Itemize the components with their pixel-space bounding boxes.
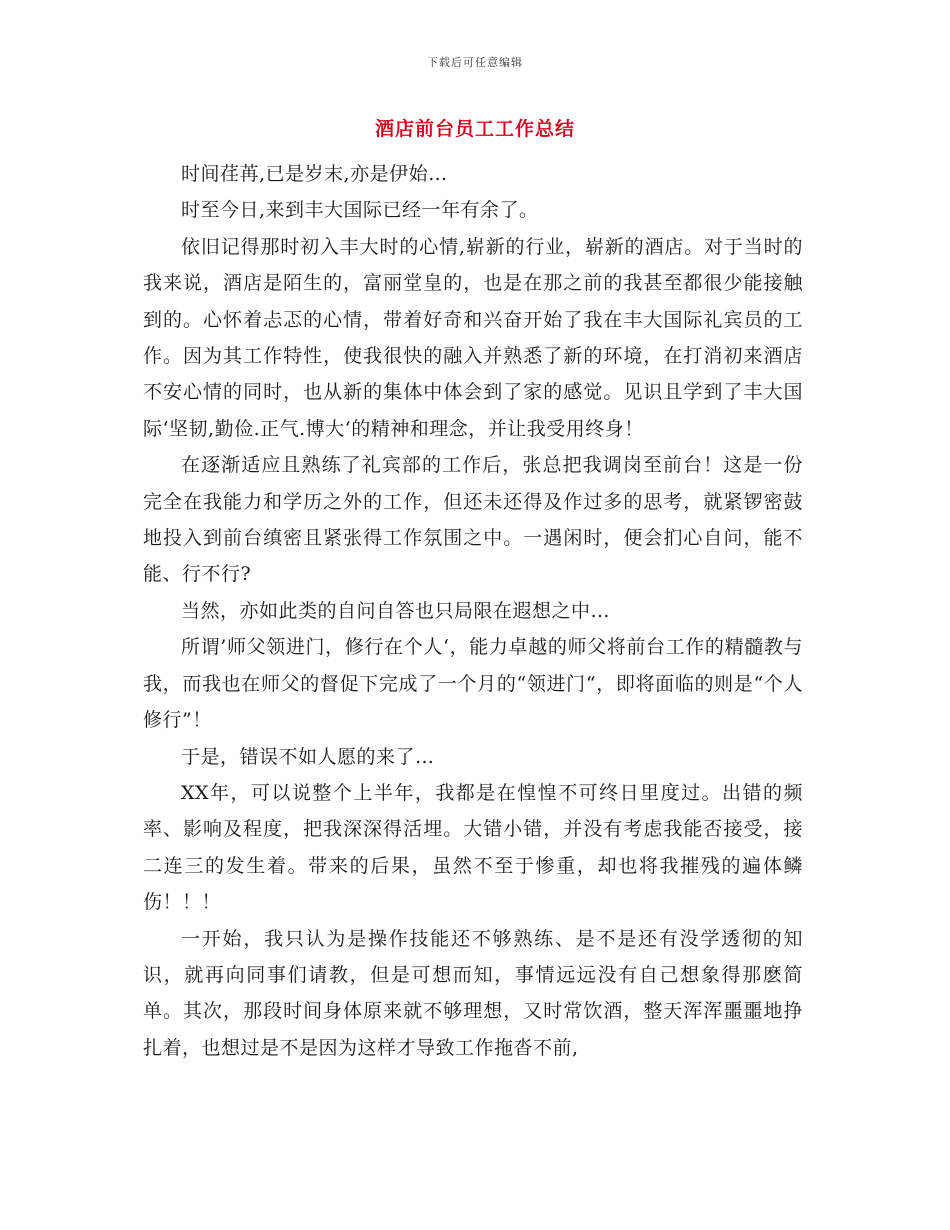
paragraph: 时至今日,来到丰大国际已经一年有余了。	[181, 199, 539, 222]
paragraph: 时间荏苒,已是岁末,亦是伊始…	[181, 163, 448, 185]
paragraph: 于是，错误不如人愿的来了…	[181, 745, 435, 768]
paragraph: 在逐渐适应且熟练了礼宾部的工作后，张总把我调岗至前台！这是一份完全在我能力和学历之外的工作，但还未还得及作过多的思考，就紧锣密鼓地投入到前台缜密且紧张得工作氛围之中。一遇闲时，便会扪心自问，能不能、行不行?	[143, 454, 803, 586]
paragraph: XX年，可以说整个上半年，我都是在惶惶不可终日里度过。出错的频率、影响及程度，把我深深得活埋。大错小错，并没有考虑我能否接受，接二连三的发生着。带来的后果，虽然不至于惨重，却也将我摧残的遍体鳞伤！！！	[143, 781, 803, 914]
document-body	[143, 156, 803, 1066]
header-note: 下载后可任意编辑	[427, 56, 523, 69]
paragraph: 所谓’师父领进门，修行在个人‘，能力卓越的师父将前台工作的精髓教与我，而我也在师父的督促下完成了一个月的“领进门“，即将面临的则是“个人修行”！	[143, 636, 803, 732]
paragraph: 一开始，我只认为是操作技能还不够熟练、是不是还有没学透彻的知识，就再向同事们请教，但是可想而知，事情远远没有自己想象得那麽简单。其次，那段时间身体原来就不够理想，又时常饮酒，整天浑浑噩噩地挣扎着，也想过是不是因为这样才导致工作拖沓不前,	[143, 927, 803, 1059]
paragraph: 当然，亦如此类的自问自答也只局限在遐想之中…	[181, 599, 611, 622]
paragraph: 依旧记得那时初入丰大时的心情,崭新的行业，崭新的酒店。对于当时的我来说，酒店是陌生的，富丽堂皇的，也是在那之前的我甚至都很少能接触到的。心怀着忐忑的心情，带着好奇和兴奋开始了我在丰大国际礼宾员的工作。因为其工作特性，使我很快的融入并熟悉了新的环境，在打消初来酒店不安心情的同时，也从新的集体中体会到了家的感觉。见识且学到了丰大国际‘坚韧,勤俭.正气.博大‘的精神和理念，并让我受用终身！	[143, 235, 803, 440]
document-title: 酒店前台员工工作总结	[374, 118, 575, 140]
